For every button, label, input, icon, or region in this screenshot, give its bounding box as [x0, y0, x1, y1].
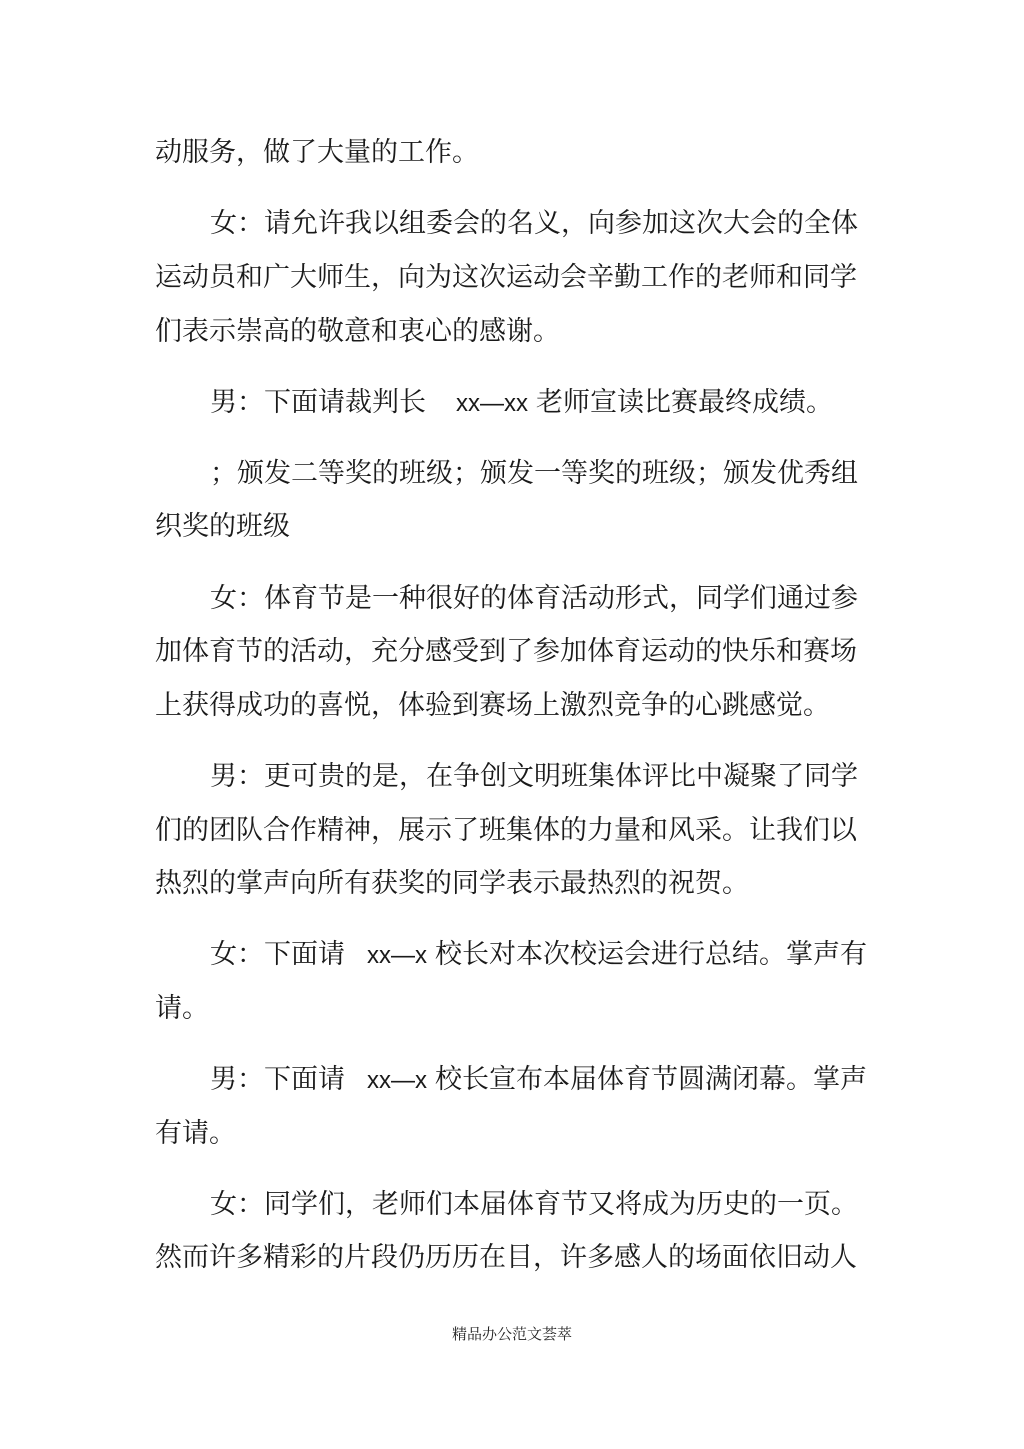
text-line: 上获得成功的喜悦，体验到赛场上激烈竞争的心跳感觉。 [155, 690, 830, 721]
text-line: 女：体育节是一种很好的体育活动形式，同学们通过参 [210, 583, 858, 614]
text-line: 男：更可贵的是，在争创文明班集体评比中凝聚了同学 [210, 761, 858, 792]
text-line: 运动员和广大师生，向为这次运动会辛勤工作的老师和同学 [155, 262, 857, 293]
text-line: 加体育节的活动，充分感受到了参加体育运动的快乐和赛场 [155, 636, 857, 667]
text-line: 请。 [155, 993, 209, 1024]
text-segment: 男：下面请裁判长 [210, 387, 426, 418]
text-segment: 女：下面请 [210, 939, 345, 970]
name-placeholder: xx—x [367, 942, 427, 969]
text-segment: 校长宣布本届体育节圆满闭幕。掌声 [435, 1064, 867, 1095]
text-segment: 校长对本次校运会进行总结。掌声有 [435, 939, 867, 970]
text-line: 热烈的掌声向所有获奖的同学表示最热烈的祝贺。 [155, 868, 749, 899]
text-line: 们表示崇高的敬意和衷心的感谢。 [155, 316, 560, 347]
text-line: 有请。 [155, 1118, 236, 1149]
text-segment: 男：下面请 [210, 1064, 345, 1095]
text-segment: 老师宣读比赛最终成绩。 [536, 387, 833, 418]
text-line [210, 1060, 867, 1100]
text-line: 织奖的班级 [155, 511, 290, 542]
page-footer: 精品办公范文荟萃 [451, 1325, 572, 1343]
text-line: 女：同学们，老师们本届体育节又将成为历史的一页。 [210, 1189, 858, 1220]
text-line: 女：请允许我以组委会的名义，向参加这次大会的全体 [210, 208, 858, 239]
text-line [210, 935, 867, 975]
text-line: 然而许多精彩的片段仍历历在目，许多感人的场面依旧动人 [155, 1242, 857, 1273]
text-line: 们的团队合作精神，展示了班集体的力量和风采。让我们以 [155, 815, 857, 846]
text-line [210, 383, 835, 423]
name-placeholder: xx—xx [456, 390, 528, 417]
text-line: ；颁发二等奖的班级；颁发一等奖的班级；颁发优秀组 [210, 458, 858, 489]
text-line: 动服务，做了大量的工作。 [155, 137, 479, 168]
name-placeholder: xx—x [367, 1067, 427, 1094]
